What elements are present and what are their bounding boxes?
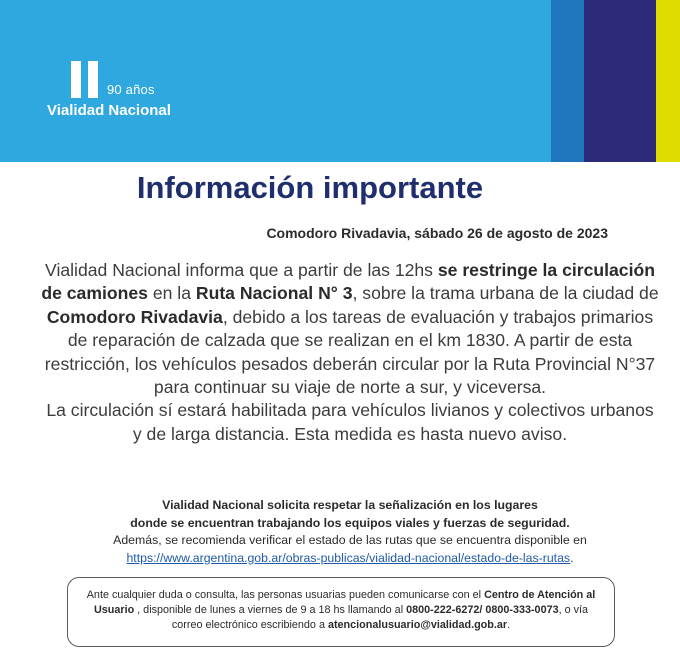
notice-line: donde se encuentran trabajando los equipos viales y fuerzas de seguridad.	[130, 515, 570, 530]
logo-years: 90 años	[107, 82, 155, 97]
body-text: en la	[147, 283, 196, 304]
contact-text: .	[507, 619, 511, 632]
stripe-navy	[584, 0, 656, 162]
contact-phone: 0800-222-6272/ 0800-333-0073	[406, 604, 559, 617]
link-suffix: .	[570, 550, 574, 565]
contact-text: Ante cualquier duda o consulta, las personas usuarias pueden comunicarse con el	[86, 589, 485, 601]
page-title: Información importante	[136, 170, 484, 205]
body-text: Vialidad Nacional informa que a partir de las 12hs	[45, 260, 438, 280]
stripe-yellow	[656, 0, 680, 162]
logo-name: Vialidad Nacional	[47, 102, 171, 119]
header-banner	[0, 0, 680, 162]
contact-center-name: Centro de Atención al Usuario	[93, 589, 596, 617]
body-text: , debido a los tareas de evaluación y trabajos primarios de reparación de calzada que se realizan en el km 1830. A partir de esta restricción, los vehículos pesados deberán circular por la Ruta Provincial N°37 para continuar su viaje de norte a sur, y viceversa.	[44, 306, 656, 398]
body-bold: Ruta Nacional N° 3	[195, 283, 353, 304]
notice-line: Además, se recomienda verificar el estado de las rutas que se encuentra disponible en	[113, 533, 587, 547]
contact-text: , disponible de lunes a viernes de 9 a 18 hs llamando al	[134, 604, 407, 617]
contact-box	[67, 577, 615, 647]
body-bold: se restringe la circulación de camiones	[41, 260, 655, 304]
dateline: Comodoro Rivadavia, sábado 26 de agosto de 2023	[266, 225, 608, 241]
notice-line: Vialidad Nacional solicita respetar la señalización en los lugares	[162, 498, 538, 512]
road-status-link[interactable]: https://www.argentina.gob.ar/obras-publicas/vialidad-nacional/estado-de-las-rutas	[126, 550, 571, 565]
main-paragraph	[40, 259, 660, 446]
contact-text: , o vía correo electrónico escribiendo a	[171, 604, 589, 632]
stripe-blue	[551, 0, 584, 162]
notice-section	[40, 497, 660, 567]
body-bold: Comodoro Rivadavia	[46, 306, 223, 327]
body-paragraph-2: La circulación sí estará habilitada para vehículos livianos y colectivos urbanos y de larga distancia. Esta medida es hasta nuevo aviso.	[46, 400, 654, 444]
logo-bar-icon	[88, 61, 98, 98]
logo-bar-icon	[71, 61, 81, 98]
contact-email: atencionalusuario@vialidad.gob.ar	[327, 619, 508, 632]
body-text: , sobre la trama urbana de la ciudad de	[352, 283, 659, 304]
